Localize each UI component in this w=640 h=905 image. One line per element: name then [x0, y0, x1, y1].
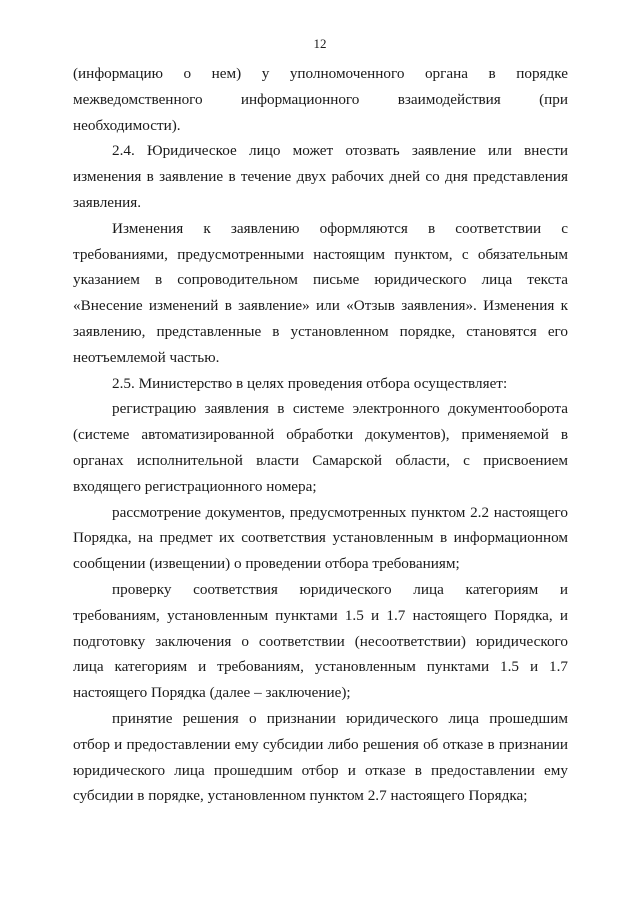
list-item-registration: регистрацию заявления в системе электронного документооборота (системе автоматизированной обработки документов), применяемой в органах исполнительной власти Самарской области, с присвоением входящего регистрационного номера;	[73, 400, 568, 495]
list-item-verification: проверку соответствия юридического лица категориям и требованиям, установленным пунктами 1.5 и 1.7 настоящего Порядка, и подготовку заключения о соответствии (несоответствии) юридического лица категориям и требованиям, установленным пунктами 1.5 и 1.7 настоящего Порядка (далее – заключение);	[73, 580, 568, 702]
paragraph-2-5: 2.5. Министерство в целях проведения отбора осуществляет:	[112, 374, 508, 392]
paragraph-continuation: (информацию о нем) у уполномоченного органа в порядке межведомственного информационного взаимодействия (при необходимости).	[73, 65, 568, 134]
paragraph-2-4: 2.4. Юридическое лицо может отозвать заявление или внести изменения в заявление в течение двух рабочих дней со дня представления заявления.	[73, 142, 568, 211]
paragraph-changes: Изменения к заявлению оформляются в соответствии с требованиями, предусмотренными настоящим пунктом, с обязательным указанием в сопроводительном письме юридического лица текста «Внесение изменений в заявление» или «Отзыв заявления». Изменения к заявлению, представленные в установленном порядке, становятся его неотъемлемой частью.	[73, 219, 568, 366]
document-body	[73, 61, 568, 809]
list-item-decision: принятие решения о признании юридического лица прошедшим отбор и предоставлении ему субсидии либо решения об отказе в признании юридического лица прошедшим отбор и отказе в предоставлении ему субсидии в порядке, установленном пунктом 2.7 настоящего Порядка;	[73, 709, 568, 805]
page-number: 12	[313, 36, 327, 51]
list-item-review: рассмотрение документов, предусмотренных пунктом 2.2 настоящего Порядка, на предмет их соответствия установленным в информационном сообщении (извещении) о проведении отбора требованиям;	[73, 503, 568, 573]
